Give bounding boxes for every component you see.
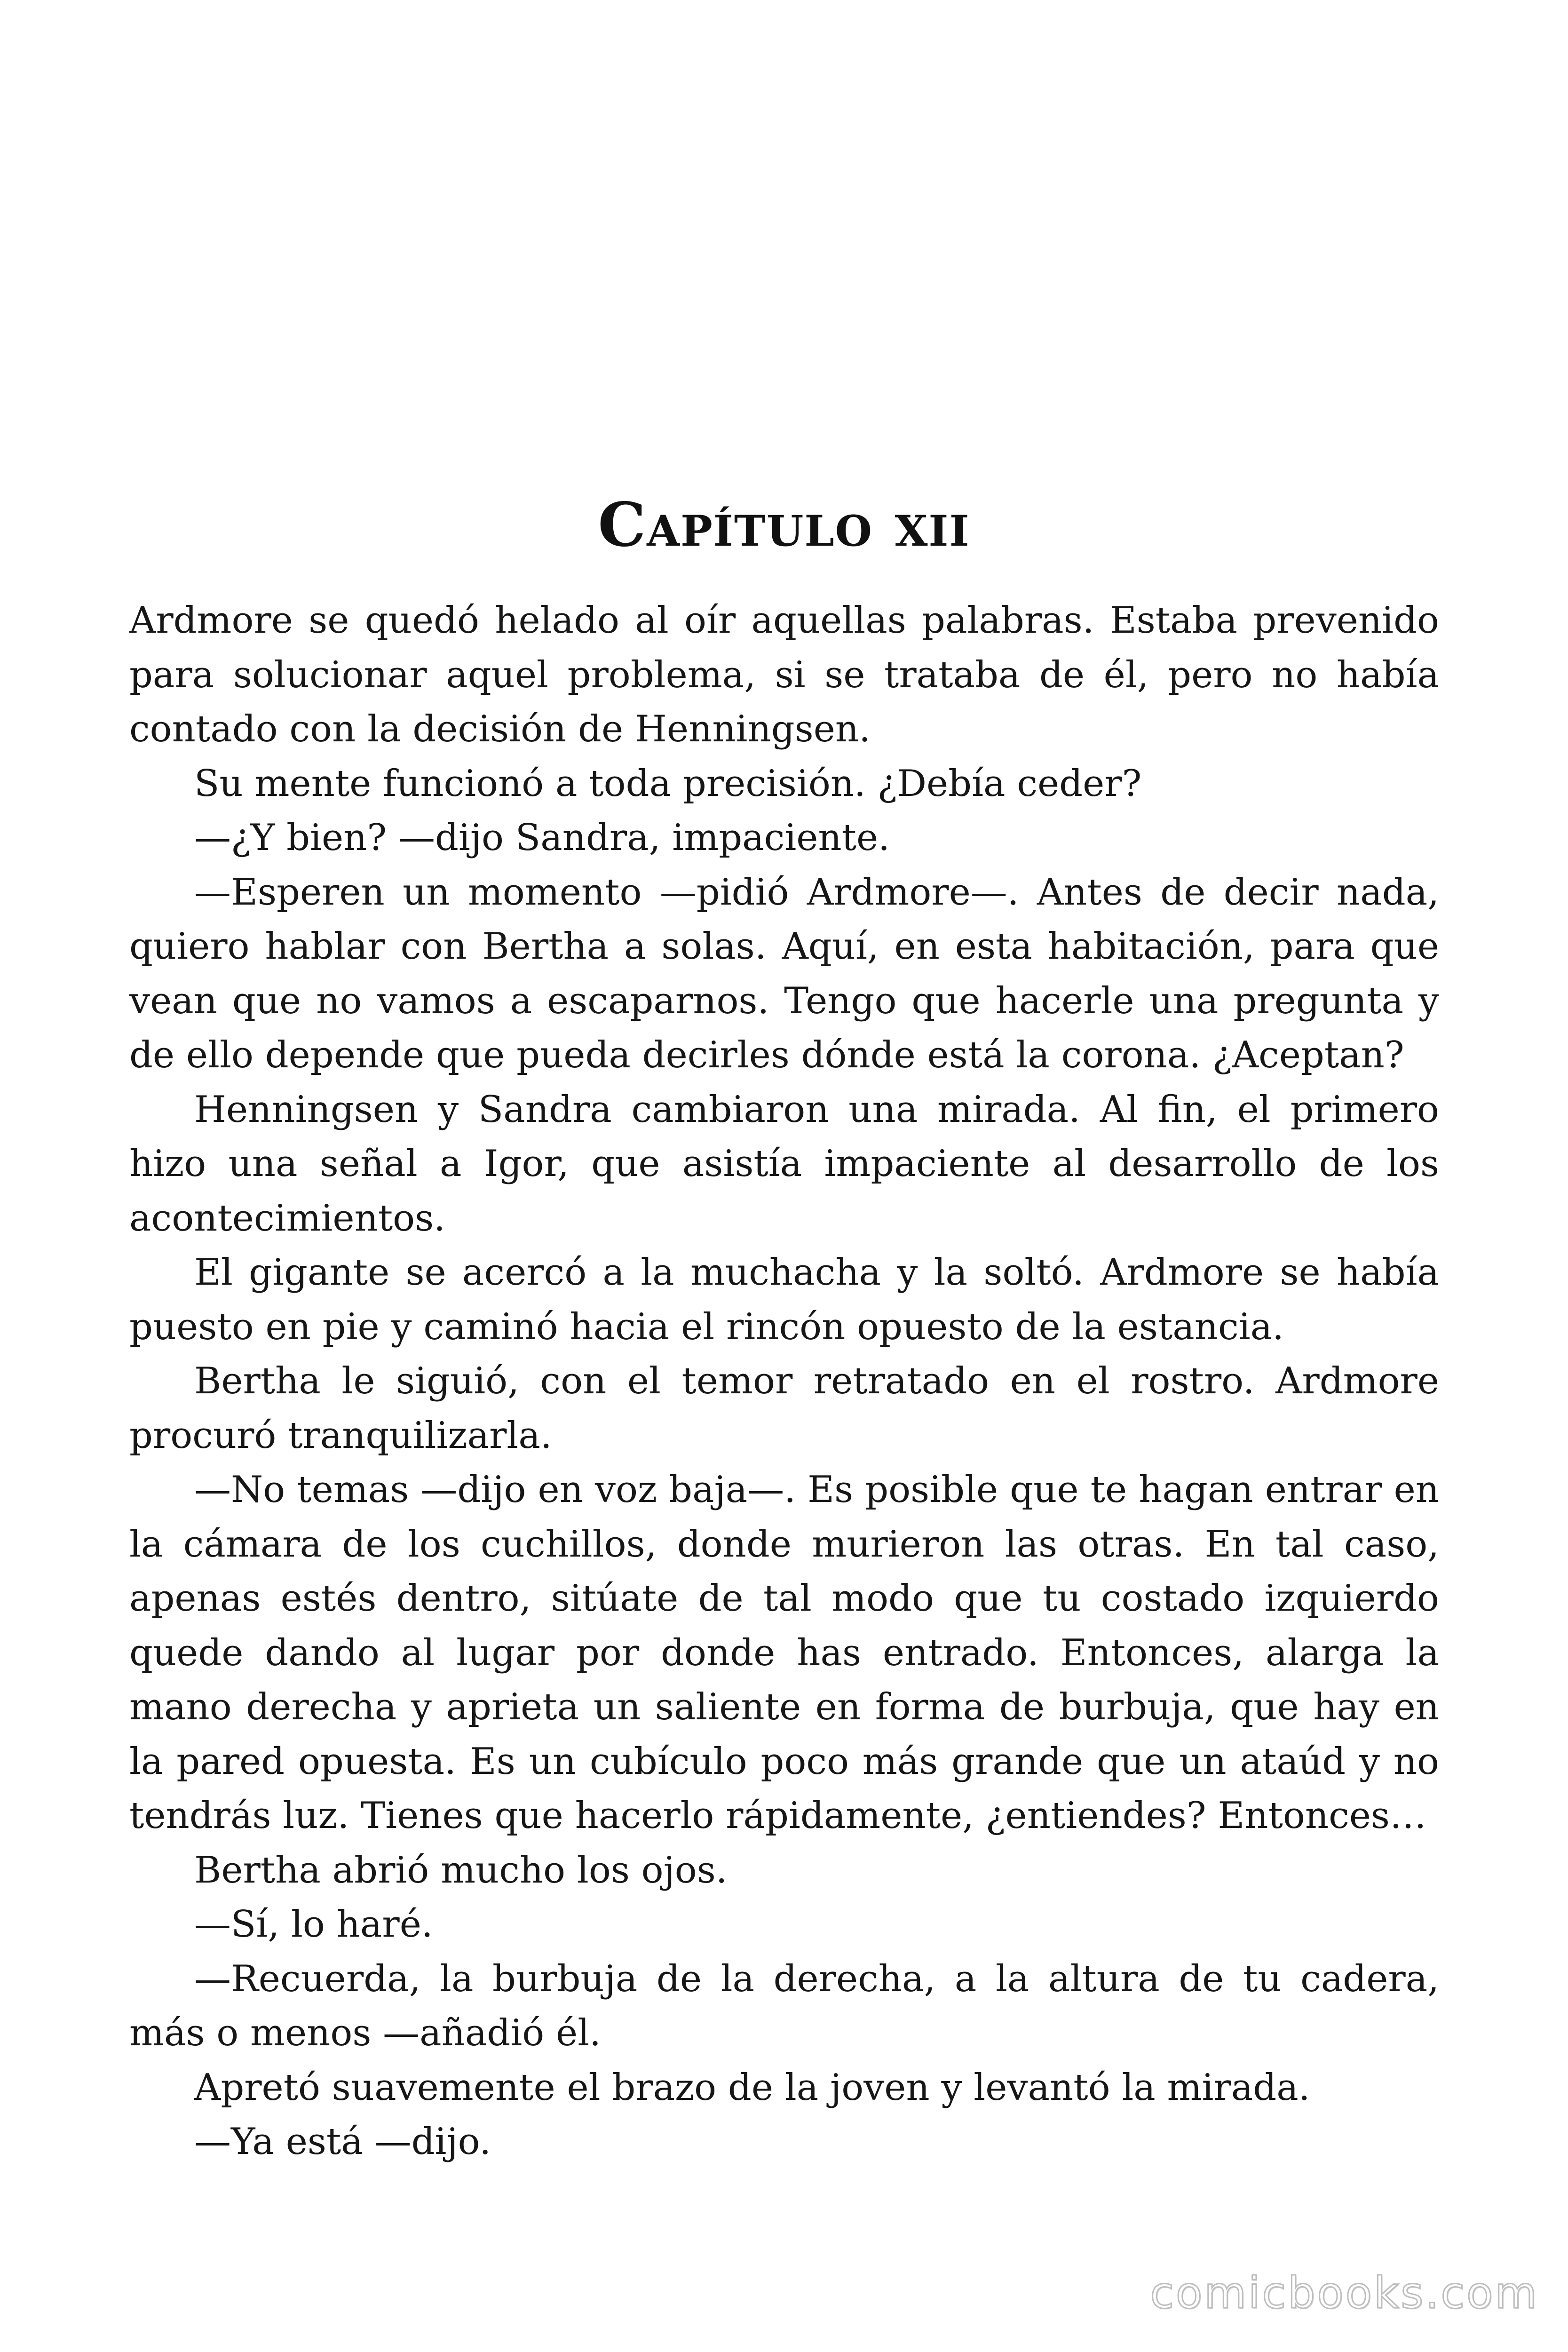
chapter-body: [129, 594, 1439, 2169]
paragraph: Su mente funcionó a toda precisión. ¿Debía ceder?: [194, 762, 1142, 805]
paragraph: Bertha abrió mucho los ojos.: [194, 1849, 728, 1891]
paragraph: Henningsen y Sandra cambiaron una mirada. Al fin, el primero hizo una señal a Igor, que asistía impaciente al desarrollo de los acontecimientos.: [129, 1088, 1439, 1240]
chapter-title: Capítulo xii: [598, 489, 970, 560]
paragraph: —Recuerda, la burbuja de la derecha, a la altura de tu cadera, más o menos —añadió él.: [129, 1957, 1439, 2054]
paragraph: —Ya está —dijo.: [194, 2121, 491, 2163]
paragraph: —Sí, lo haré.: [194, 1903, 433, 1946]
paragraph: Ardmore se quedó helado al oír aquellas palabras. Estaba prevenido para solucionar aquel problema, si se trataba de él, pero no había contado con la decisión de Henningsen.: [129, 599, 1439, 750]
paragraph: —No temas —dijo en voz baja—. Es posible que te hagan entrar en la cámara de los cuchillos, donde murieron las otras. En tal caso, apenas estés dentro, sitúate de tal modo que tu costado izquierdo quede dando al lugar por donde has entrado. Entonces, alarga la mano derecha y aprieta un saliente en forma de burbuja, que hay en la pared opuesta. Es un cubículo poco más grande que un ataúd y no tendrás luz. Tienes que hacerlo rápidamente, ¿entiendes? Entonces…: [129, 1469, 1439, 1837]
paragraph: —¿Y bien? —dijo Sandra, impaciente.: [194, 817, 890, 859]
paragraph: —Esperen un momento —pidió Ardmore—. Antes de decir nada, quiero hablar con Bertha a solas. Aquí, en esta habitación, para que vean que no vamos a escaparnos. Tengo que hacerle una pregunta y de ello depende que pueda decirles dónde está la corona. ¿Aceptan?: [129, 871, 1439, 1076]
paragraph: El gigante se acercó a la muchacha y la soltó. Ardmore se había puesto en pie y caminó hacia el rincón opuesto de la estancia.: [129, 1251, 1439, 1348]
paragraph: Apretó suavemente el brazo de la joven y levantó la mirada.: [194, 2066, 1310, 2109]
paragraph: Bertha le siguió, con el temor retratado en el rostro. Ardmore procuró tranquilizarla.: [129, 1360, 1439, 1457]
watermark: comicbooks.com: [1150, 2268, 1539, 2318]
